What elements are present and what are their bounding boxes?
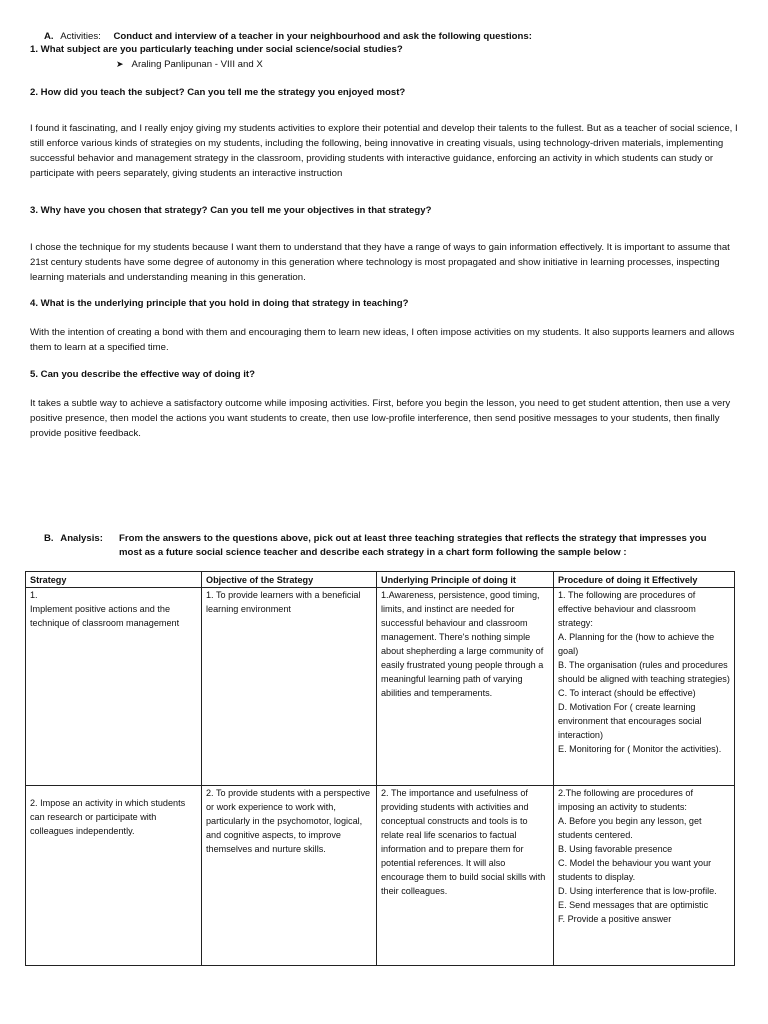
section-a-letter: A. (44, 31, 54, 42)
section-b-instructions-line2: most as a future social science teacher and describe each strategy in a chart form following the sample below : (119, 547, 627, 558)
question-4: 4. What is the underlying principle that you hold in doing that strategy in teaching? (30, 298, 409, 309)
strategy-text-2: 2. Impose an activity in which students can research or participate with colleagues independently. (30, 798, 186, 836)
procedure-1-item: C. To interact (should be effective) (558, 688, 696, 698)
procedure-2-item: B. Using favorable presence (558, 844, 673, 854)
procedure-1-item: 1. The following are procedures of effective behaviour and classroom strategy: (558, 590, 696, 628)
procedure-2-item: D. Using interference that is low-profile. (558, 886, 717, 896)
header-objective: Objective of the Strategy (202, 572, 377, 588)
answer-5: It takes a subtle way to achieve a satisfactory outcome while imposing activities. First, before you begin the lesson, you need to get student attention, then use a very positive presence, then model the actions you want students to create, then use low-profile interference, then send positive messages to your students, then finally provide positive feedback. (30, 398, 731, 439)
procedure-1-item: A. Planning for the (how to achieve the goal) (558, 632, 715, 656)
procedure-2-item: C. Model the behaviour you want your students to display. (558, 858, 712, 882)
strategy-number-1: 1. (30, 590, 38, 600)
answer-1 (116, 57, 263, 73)
procedure-1-item: B. The organisation (rules and procedures should be aligned with teaching strategies) (558, 660, 730, 684)
section-b-label: Analysis: (60, 533, 103, 544)
objective-cell-1: 1. To provide learners with a beneficial learning environment (202, 588, 377, 786)
question-3: 3. Why have you chosen that strategy? Can you tell me your objectives in that strategy? (30, 205, 432, 216)
procedure-cell-1 (554, 588, 735, 786)
table-row (26, 786, 735, 966)
table-header-row (26, 572, 735, 588)
strategy-cell-1 (26, 588, 202, 786)
procedure-2-item: A. Before you begin any lesson, get students centered. (558, 816, 702, 840)
answer-1-text: Araling Panlipunan - VIII and X (131, 59, 263, 70)
objective-cell-2: 2. To provide students with a perspective or work experience to work with, particularly in the psychomotor, logical, and cognitive aspects, to improve themselves and nurture skills. (202, 786, 377, 966)
question-1: 1. What subject are you particularly teaching under social science/social studies? (30, 44, 403, 55)
principle-cell-1: 1.Awareness, persistence, good timing, limits, and instinct are needed for successful behaviour and classroom management. There's nothing simple about shepherding a large community of easily frustrated young people through a meaningful learning path of varying abilities and temperaments. (377, 588, 554, 786)
answer-2: I found it fascinating, and I really enjoy giving my students activities to explore their potential and develop their talents to the fullest. But as a teacher of social science, I still enforce various kinds of strategies on my students, including the following, being innovative in creating visuals, using technology-driven materials, implementing successful behavior and management strategy in the classroom, providing students with interactive guidance, enforcing an activity in which students can study or participate with peers separately, giving students an interactive instruction (30, 123, 738, 179)
section-b-heading (44, 532, 103, 547)
section-b-letter: B. (44, 533, 54, 544)
procedure-1-item: D. Motivation For ( create learning environment that encourages social interaction) (558, 702, 702, 740)
header-principle: Underlying Principle of doing it (377, 572, 554, 588)
procedure-2-item: 2.The following are procedures of imposing an activity to students: (558, 788, 693, 812)
strategy-cell-2 (26, 786, 202, 966)
procedure-2-item: E. Send messages that are optimistic (558, 900, 709, 910)
question-5: 5. Can you describe the effective way of doing it? (30, 369, 255, 380)
principle-cell-2: 2. The importance and usefulness of providing students with activities and conceptual constructs and tools is to relate real life scenarios to factual information and to prepare them for potential references. It will also encourage them to build social skills with their colleagues. (377, 786, 554, 966)
table-row (26, 588, 735, 786)
section-a-instructions: Conduct and interview of a teacher in your neighbourhood and ask the following questions: (113, 31, 532, 42)
question-2: 2. How did you teach the subject? Can you tell me the strategy you enjoyed most? (30, 87, 406, 98)
header-procedure: Procedure of doing it Effectively (554, 572, 735, 588)
answer-3: I chose the technique for my students because I want them to understand that they have a range of ways to gain information effectively. It is important to assume that 21st century students have some degree of autonomy in this generation where technology is most propagated and show initiative in learning processes, inspecting learning materials and understanding meaning in this generation. (30, 242, 730, 283)
procedure-2-item: F. Provide a positive answer (558, 914, 672, 924)
section-a-label: Activities: (60, 31, 101, 42)
strategy-chart-table (25, 571, 735, 966)
answer-4: With the intention of creating a bond with them and encouraging them to learn new ideas, I often impose activities on my students. It also supports learners and allows them to learn at a specified time. (30, 327, 735, 353)
procedure-1-item: E. Monitoring for ( Monitor the activities). (558, 744, 722, 754)
arrow-bullet-icon: ➤ (116, 59, 124, 69)
header-strategy: Strategy (26, 572, 202, 588)
procedure-cell-2 (554, 786, 735, 966)
strategy-text-1: Implement positive actions and the technique of classroom management (30, 604, 180, 628)
section-b-instructions-line1: From the answers to the questions above, pick out at least three teaching strategies that reflects the strategy that impresses you (119, 533, 707, 544)
